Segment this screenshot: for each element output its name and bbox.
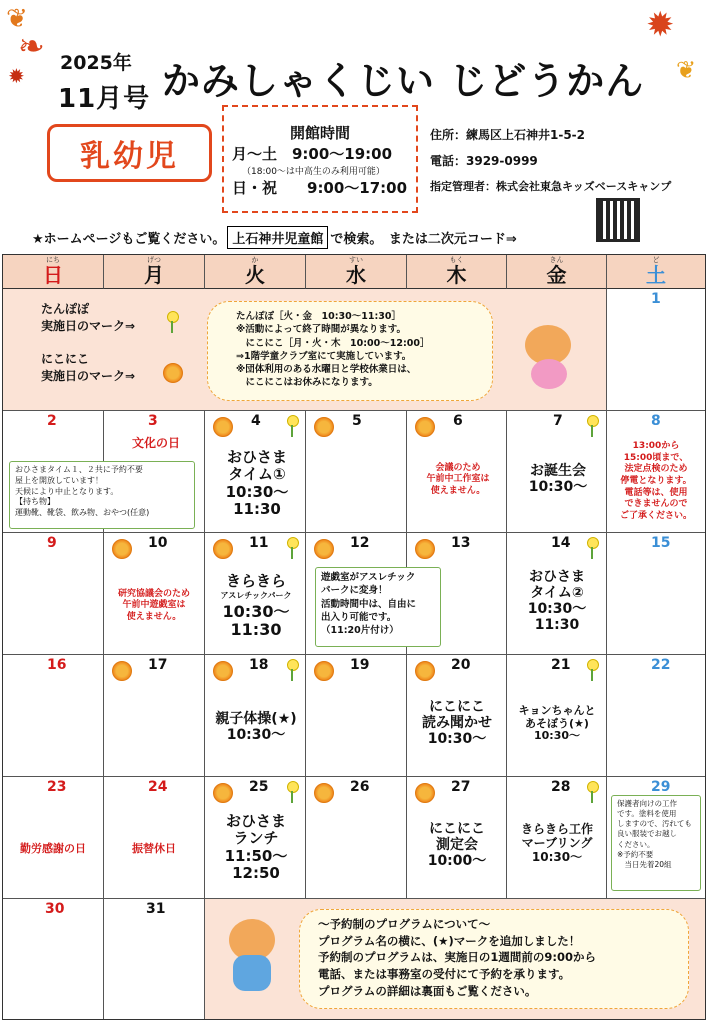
day-number: 3 [148,413,158,429]
weekday-header-fri [507,255,607,289]
sun-icon [213,661,233,681]
sun-icon [213,539,233,559]
event-parent-child-exercise: 親子体操(★) 10:30～ [215,711,297,744]
sun-icon [213,783,233,803]
day-number: 21 [551,657,571,673]
weekday-label: 水 [346,263,366,287]
weekday-ruby: か [251,256,259,264]
weekday-label: 火 [245,263,265,287]
day-cell-5[interactable] [306,411,407,533]
day-number: 18 [249,657,269,673]
day-cell-7[interactable] [507,411,607,533]
weekday-header-wed [306,255,407,289]
program-note-bubble [299,909,689,1009]
program-note-text: ～予約制のプログラムについて～ プログラム名の横に、(★)マークを追加しました！ 予約制のプログラムは、実施日の1週間前の9:00から 電話、または事務室の受付にて予約を承ります。 プログラムの詳細は裏面もご覧ください。 [318,917,596,998]
craft-note-text: 保護者向けの工作 です。塗料を使用 しますので、汚れても 良い服装でお越し ください。 ※予約不要 当日先着20組 [617,799,692,869]
day-number: 10 [148,535,168,551]
sun-icon [415,783,435,803]
day-number: 26 [350,779,370,795]
issue-month: 11月号 [58,84,151,114]
sun-icon [314,661,334,681]
craft-note [611,795,701,891]
day-cell-9[interactable] [3,533,104,655]
day-number: 19 [350,657,370,673]
day-number: 7 [553,413,563,429]
mascot-body [531,359,567,389]
day-number: 27 [451,779,471,795]
event-marbling: きらきら工作 マーブリング 10:30～ [520,822,593,864]
sun-icon [314,783,334,803]
ohisama-info-note [9,461,195,529]
event-measurement: にこにこ 測定会 10:00～ [427,821,487,870]
dandelion-icon [583,659,601,681]
day-cell-17[interactable] [104,655,205,777]
weekday-header-sun [3,255,104,289]
day-cell-23[interactable] [3,777,104,899]
weekday-ruby: すい [349,256,363,264]
weekday-label: 木 [446,263,467,287]
event-athletic-label: アスレチックパーク [220,591,292,600]
day-cell-4[interactable] [205,411,306,533]
day-cell-31[interactable] [104,899,205,1019]
legend-tanpopo: たんぽぽ 実施日のマーク⇒ [41,302,136,334]
dandelion-icon [283,415,301,437]
program-note-cell [205,899,705,1019]
weekday-label: 月 [144,263,164,287]
notice-study: 研究協議会のため 午前中遊戯室は 使えません。 [117,589,190,622]
weekday-header-mon [104,255,205,289]
day-number: 25 [249,779,269,795]
weekday-label: 土 [646,263,666,287]
day-number: 1 [651,291,661,307]
day-cell-20[interactable] [407,655,507,777]
event-ohisama-1: おひさま タイム① 10:30～ 11:30 [225,448,289,518]
autumn-leaf-icon: ❦ [676,56,697,84]
day-cell-26[interactable] [306,777,407,899]
dandelion-icon [283,659,301,681]
dandelion-icon [583,781,601,803]
ohisama-info-text: おひさまタイム１、２共に予約不要 屋上を開放しています！ 天候により中止となります。 【持ち物】 運動靴、靴袋、飲み物、おやつ(任意) [15,465,150,518]
day-number: 2 [47,413,57,429]
day-cell-30[interactable] [3,899,104,1019]
day-number: 11 [249,535,269,551]
dandelion-icon [283,781,301,803]
event-kirakira-time: 10:30～ 11:30 [222,602,290,640]
dandelion-icon [583,537,601,559]
legend-nikoniko: にこにこ 実施日のマーク⇒ [41,352,136,384]
dandelion-icon [283,537,301,559]
day-cell-14[interactable] [507,533,607,655]
day-number: 31 [146,901,166,917]
day-number: 4 [251,413,261,429]
event-kyon: キョンちゃんと あそぼう(★) 10:30～ [518,704,596,743]
event-lunch: おひさま ランチ 11:50～ 12:50 [224,812,288,882]
event-reading: にこにこ 読み聞かせ 10:30～ [422,699,492,748]
day-number: 20 [451,657,471,673]
manager: 指定管理者：株式会社東急キッズベースキャンプ [430,180,672,193]
day-number: 23 [47,779,67,795]
day-number: 16 [47,657,67,673]
weekday-header-thu [407,255,507,289]
sun-icon [163,363,183,383]
search-keyword: 上石神井児童館 [227,226,328,249]
day-cell-15[interactable] [607,533,705,655]
weekday-ruby: もく [449,256,464,264]
sun-icon [213,417,233,437]
athletic-park-note [315,567,441,647]
weekday-ruby: げつ [147,256,161,264]
page-title: かみしゃくじい じどうかん [162,59,645,103]
day-number: 8 [651,413,661,429]
sun-icon [415,661,435,681]
day-cell-29[interactable] [607,777,705,899]
weekday-label: 日 [43,263,63,287]
homepage-prefix: ★ホームページもご覧ください。 [32,232,226,247]
day-number: 6 [453,413,463,429]
sun-icon [314,417,334,437]
day-cell-28[interactable] [507,777,607,899]
day-number: 22 [651,657,671,673]
holiday-label: 振替休日 [132,842,176,855]
day-cell-8[interactable] [607,411,705,533]
day-number: 28 [551,779,571,795]
sun-icon [112,661,132,681]
event-kirakira: きらきら [225,572,286,590]
autumn-leaf-icon: ❧ [18,27,45,65]
weekday-hours-note: （18:00～は中高生のみ利用可能） [242,167,385,177]
holiday-label: 勤労感謝の日 [20,842,86,855]
qr-code[interactable] [596,198,640,242]
maple-leaf-icon: ✹ [8,64,25,88]
day-cell-27[interactable] [407,777,507,899]
sun-icon [314,539,334,559]
weekday-ruby: きん [549,256,564,264]
day-cell-18[interactable] [205,655,306,777]
weekday-hours: 月～土 9:00～19:00 [232,145,393,163]
day-cell-16[interactable] [3,655,104,777]
holiday-hours: 日・祝 9:00～17:00 [232,179,408,197]
homepage-line [32,226,517,249]
day-cell-25[interactable] [205,777,306,899]
weekday-label: 金 [546,263,567,287]
sun-icon [415,417,435,437]
address: 住所：練馬区上石神井1-5-2 [430,128,586,142]
weekday-header-tue [205,255,306,289]
autumn-leaf-icon: ❦ [6,4,28,34]
day-number: 14 [551,535,571,551]
day-number: 30 [45,901,65,917]
notice-inspection: 13:00から 15:00頃まで、 法定点検のため 停電となります。 電話等は、使用 できませんので ご了承ください。 [619,441,692,522]
sun-icon [415,539,435,559]
day-number: 24 [148,779,168,795]
day-cell-24[interactable] [104,777,205,899]
day-number: 13 [451,535,471,551]
dandelion-icon [583,415,601,437]
schedule-bubble-text: たんぽぽ［火・金 10:30～11:30］ ※活動によって終了時間が異なります。 にこにこ［月・火・木 10:00～12:00］ ⇒1階学童クラブ室にて実施しています。 ※団体利用のある水曜日と学校休業日は、 にこにこはお休みになります。 [236,311,430,389]
legend-cell [3,289,607,411]
holiday-label: 文化の日 [131,436,180,450]
day-cell-1[interactable] [607,289,705,411]
day-cell-6[interactable] [407,411,507,533]
sun-icon [112,539,132,559]
issue-year: 2025年 [60,52,132,74]
weekday-ruby: にち [46,256,60,264]
day-number: 9 [47,535,57,551]
schedule-bubble [207,301,493,401]
day-number: 15 [651,535,671,551]
mascot-body [233,955,271,991]
event-birthday: お誕生会 10:30～ [528,463,588,496]
opening-hours-title: 開館時間 [289,124,350,142]
day-cell-19[interactable] [306,655,407,777]
athletic-park-text: 遊戯室がアスレチック パークに変身！ 活動時間中は、自由に 出入り可能です。 （11:20片付け） [321,572,417,637]
maple-leaf-icon: ✹ [646,5,675,45]
opening-hours-box [222,105,418,213]
calendar [2,254,706,1020]
day-cell-11[interactable] [205,533,306,655]
dandelion-icon [163,311,181,333]
day-number: 5 [352,413,362,429]
event-ohisama-2: おひさま タイム② 10:30～ 11:30 [527,569,587,634]
day-number: 12 [350,535,370,551]
day-cell-10[interactable] [104,533,205,655]
homepage-suffix: で検索。 または二次元コード⇒ [330,232,517,247]
weekday-header-sat [607,255,705,289]
phone: 電話：3929-0999 [430,154,538,168]
day-number: 17 [148,657,168,673]
weekday-ruby: ど [652,256,660,264]
category-label: 乳幼児 [47,124,212,182]
day-cell-22[interactable] [607,655,705,777]
facility-info [430,122,671,200]
notice-meeting: 会議のため 午前中工作室は 使えません。 [426,463,490,496]
day-cell-21[interactable] [507,655,607,777]
day-number: 29 [651,779,671,795]
